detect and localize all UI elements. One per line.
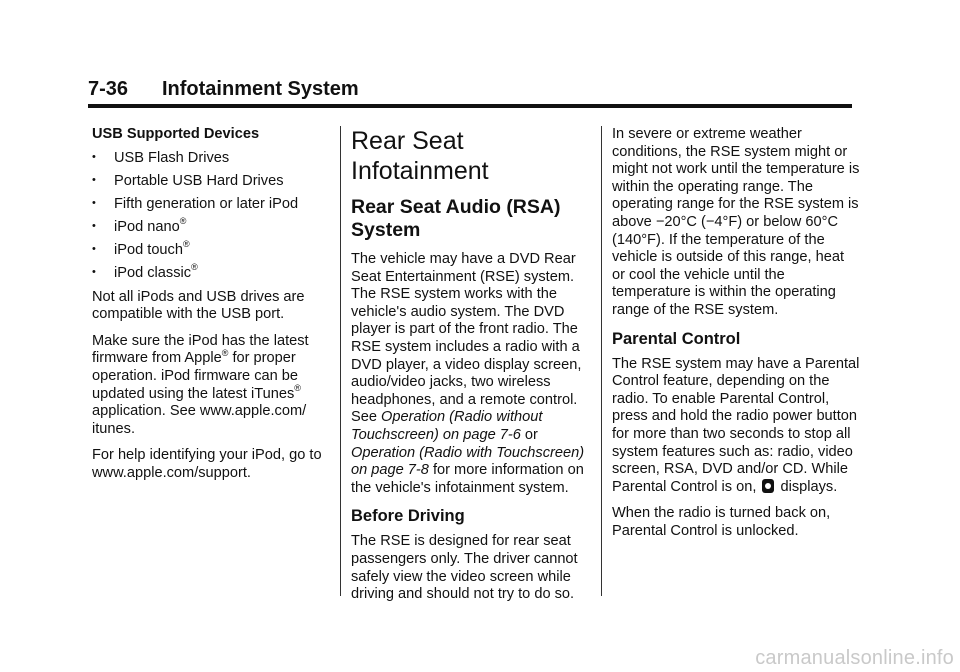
- before-driving-paragraph: The RSE is designed for rear seat passengers only. The driver cannot safely view the video screen while driving and should not try to do so.: [351, 533, 578, 603]
- usb-devices-heading: USB Supported Devices: [92, 126, 260, 142]
- column-divider: [340, 126, 341, 596]
- column-middle: [351, 126, 589, 613]
- unlock-paragraph: When the radio is turned back on, Parental Control is unlocked.: [612, 505, 831, 539]
- parental-control-heading: Parental Control: [612, 329, 741, 348]
- rse-paragraph: The vehicle may have a DVD Rear Seat Entertainment (RSE) system. The RSE system works with the vehicle's audio system. The DVD player is part of the front radio. The RSE system includes a radio with a DVD player, a video display screen, audio/video jacks, two wireless headphones, and a remote control. See Operation (Radio without Touchscreen) on page 7-6 or Operation (Radio with Touchscreen) on page 7-8 for more information on the vehicle's infotainment system.: [351, 251, 585, 496]
- list-item: • iPod touch®: [92, 239, 190, 258]
- page-number: 7-36: [88, 78, 129, 100]
- cross-reference: Operation (Radio with Touchscreen) on page 7-8: [351, 444, 585, 479]
- lock-icon: [762, 479, 774, 493]
- list-item: • iPod classic®: [92, 262, 198, 282]
- help-paragraph: For help identifying your iPod, go to www.apple.com/support.: [92, 447, 322, 481]
- usb-devices-list: [92, 150, 332, 283]
- list-item: • Fifth generation or later iPod: [92, 195, 299, 212]
- column-divider: [601, 126, 602, 596]
- before-driving-heading: Before Driving: [351, 507, 465, 526]
- cross-reference: Operation (Radio without Touchscreen) on page 7-6: [351, 409, 543, 443]
- firmware-paragraph: Make sure the iPod has the latest firmware from Apple® for proper operation. iPod firmware can be updated using the latest iTunes® application. See www.apple.com/ itunes.: [92, 332, 309, 437]
- compatibility-paragraph: Not all iPods and USB drives are compatible with the USB port.: [92, 288, 305, 323]
- weather-paragraph: In severe or extreme weather conditions, the RSE system might or might not work until the temperature is within the operating range. The operating range for the RSE system is above −20°C (−4°F) or below 60°C (140°F). If the temperature of the vehicle is outside of this range, heat or cool the vehicle until the temperature is within the operating range of the RSE system.: [612, 126, 860, 318]
- chapter-heading: Rear Seat Infotainment: [351, 127, 489, 185]
- list-item: • Portable USB Hard Drives: [92, 172, 284, 189]
- column-right: [612, 126, 860, 549]
- section-heading: Rear Seat Audio (RSA) System: [351, 196, 561, 241]
- list-item: • iPod nano®: [92, 216, 187, 235]
- list-item: • USB Flash Drives: [92, 149, 230, 166]
- page-header: [88, 78, 852, 108]
- parental-control-paragraph: The RSE system may have a Parental Control feature, depending on the radio. To enable Parental Control, press and hold the radio power button for more than two seconds to stop all system features such as: radio, video screen, RSA, DVD and/or CD. While Parental Control is on, displays.: [612, 355, 860, 495]
- watermark: carmanualsonline.info: [755, 647, 954, 669]
- section-title: Infotainment System: [162, 78, 359, 100]
- column-left: [92, 126, 332, 492]
